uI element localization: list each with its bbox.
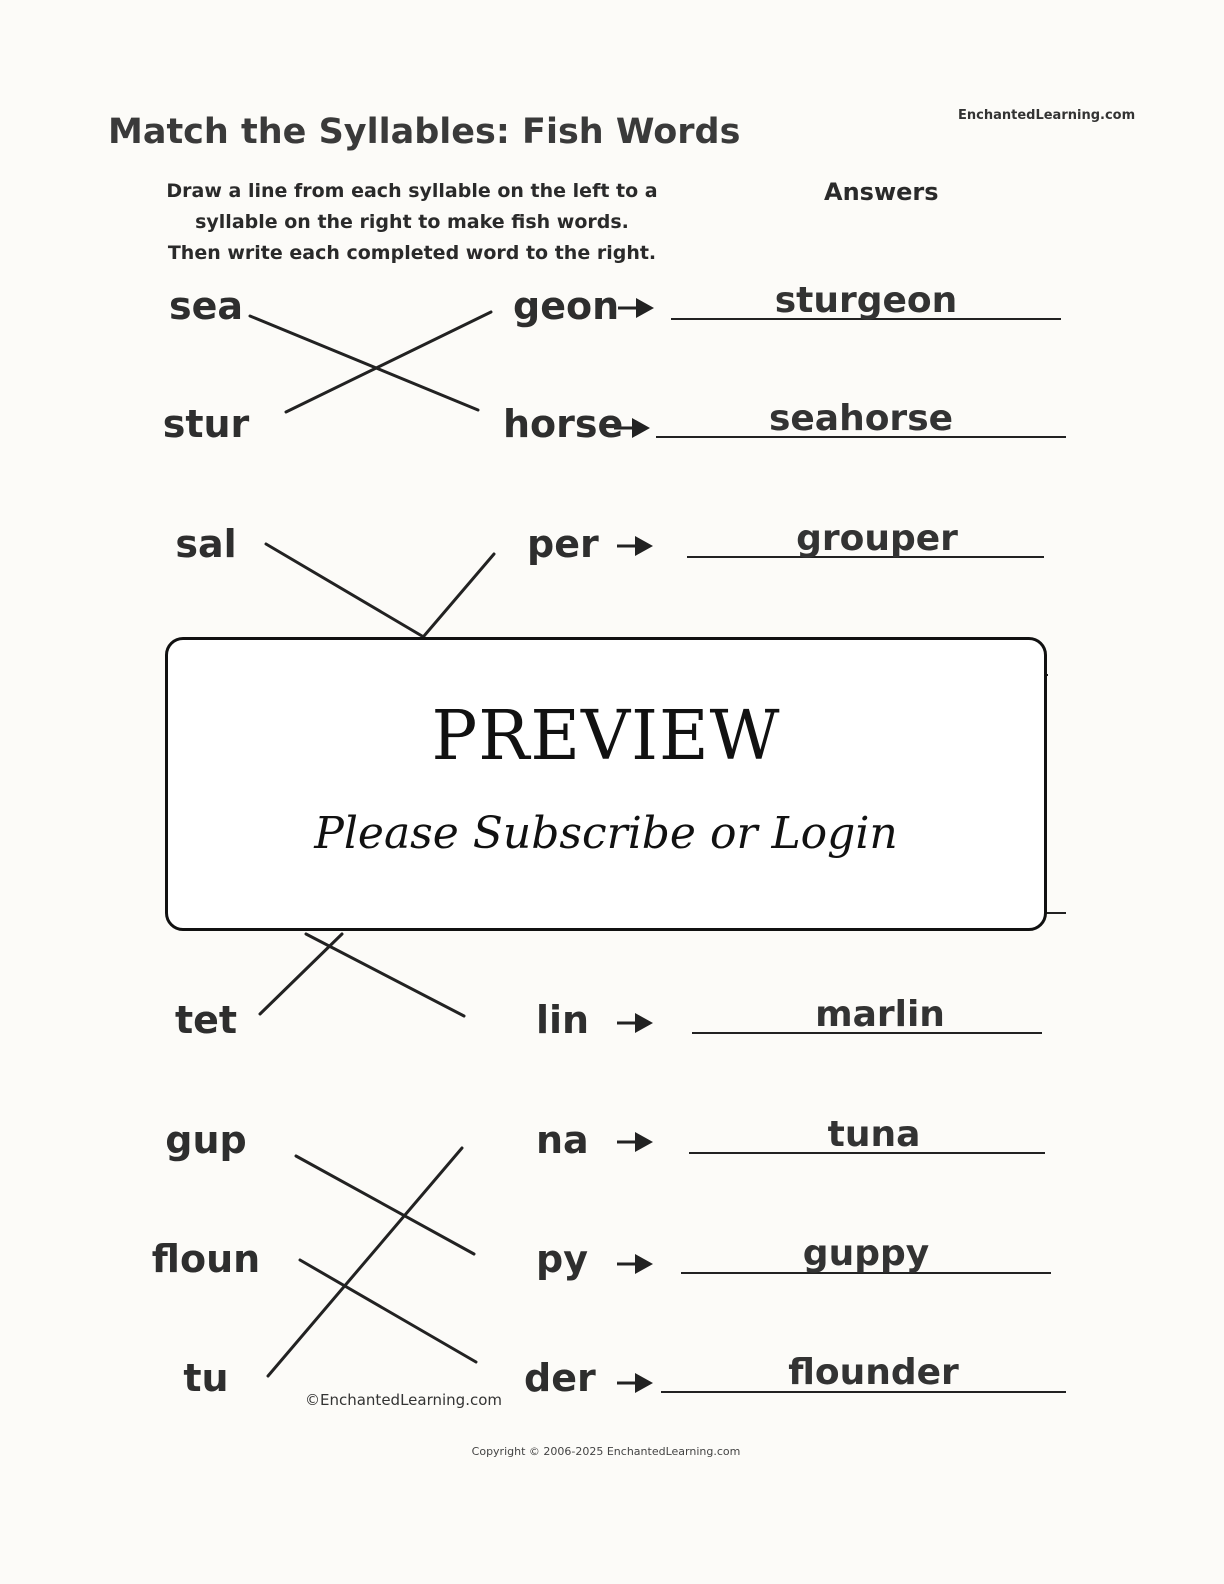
answer-text: grouper [796,518,958,559]
right-syllable: per [527,522,599,566]
worksheet-copyright: ©EnchantedLearning.com [305,1391,502,1409]
answer-text: flounder [788,1352,959,1393]
left-syllable: stur [162,402,250,446]
preview-title: PREVIEW [431,697,781,776]
right-syllable: horse [503,402,624,446]
arrow-icon [636,298,654,318]
left-syllable: floun [151,1237,261,1281]
answer-text: seahorse [768,398,954,439]
answer-text: guppy [802,1233,930,1274]
match-line [260,934,342,1014]
match-line [424,554,494,636]
page-title: Match the Syllables: Fish Words [108,112,741,152]
match-line [300,1260,476,1362]
left-syllable: sal [175,522,237,566]
preview-overlay[interactable] [165,637,1047,931]
left-syllable: tet [174,998,238,1042]
match-line [250,316,478,410]
arrow-icon [635,536,653,556]
arrow-icon [632,418,650,438]
instruction-line: Draw a line from each syllable on the left to a [166,180,658,202]
match-line [266,544,422,636]
arrow-icon [635,1254,653,1274]
instruction-line: syllable on the right to make fish words. [195,211,629,233]
left-syllable: sea [168,284,244,328]
answers-heading: Answers [824,178,939,206]
right-syllable: py [536,1237,588,1281]
answer-text: marlin [815,994,945,1035]
left-syllable: gup [165,1118,247,1162]
match-line [268,1148,462,1376]
answer-text: tuna [827,1114,921,1155]
preview-subscribe-link[interactable]: Please Subscribe or Login [314,808,898,859]
answer-text: sturgeon [774,280,958,321]
right-syllable: der [524,1356,596,1400]
instruction-line: Then write each completed word to the right. [167,242,657,264]
left-syllable: tu [183,1356,229,1400]
right-syllable: na [536,1118,589,1162]
footer-copyright: Copyright © 2006-2025 EnchantedLearning.com [471,1445,741,1458]
match-line [286,312,491,412]
arrow-icon [635,1013,653,1033]
arrow-icon [635,1373,653,1393]
right-syllable: lin [536,998,590,1042]
right-syllable: geon [513,284,620,328]
arrow-icon [635,1132,653,1152]
site-name: EnchantedLearning.com [958,108,1136,123]
